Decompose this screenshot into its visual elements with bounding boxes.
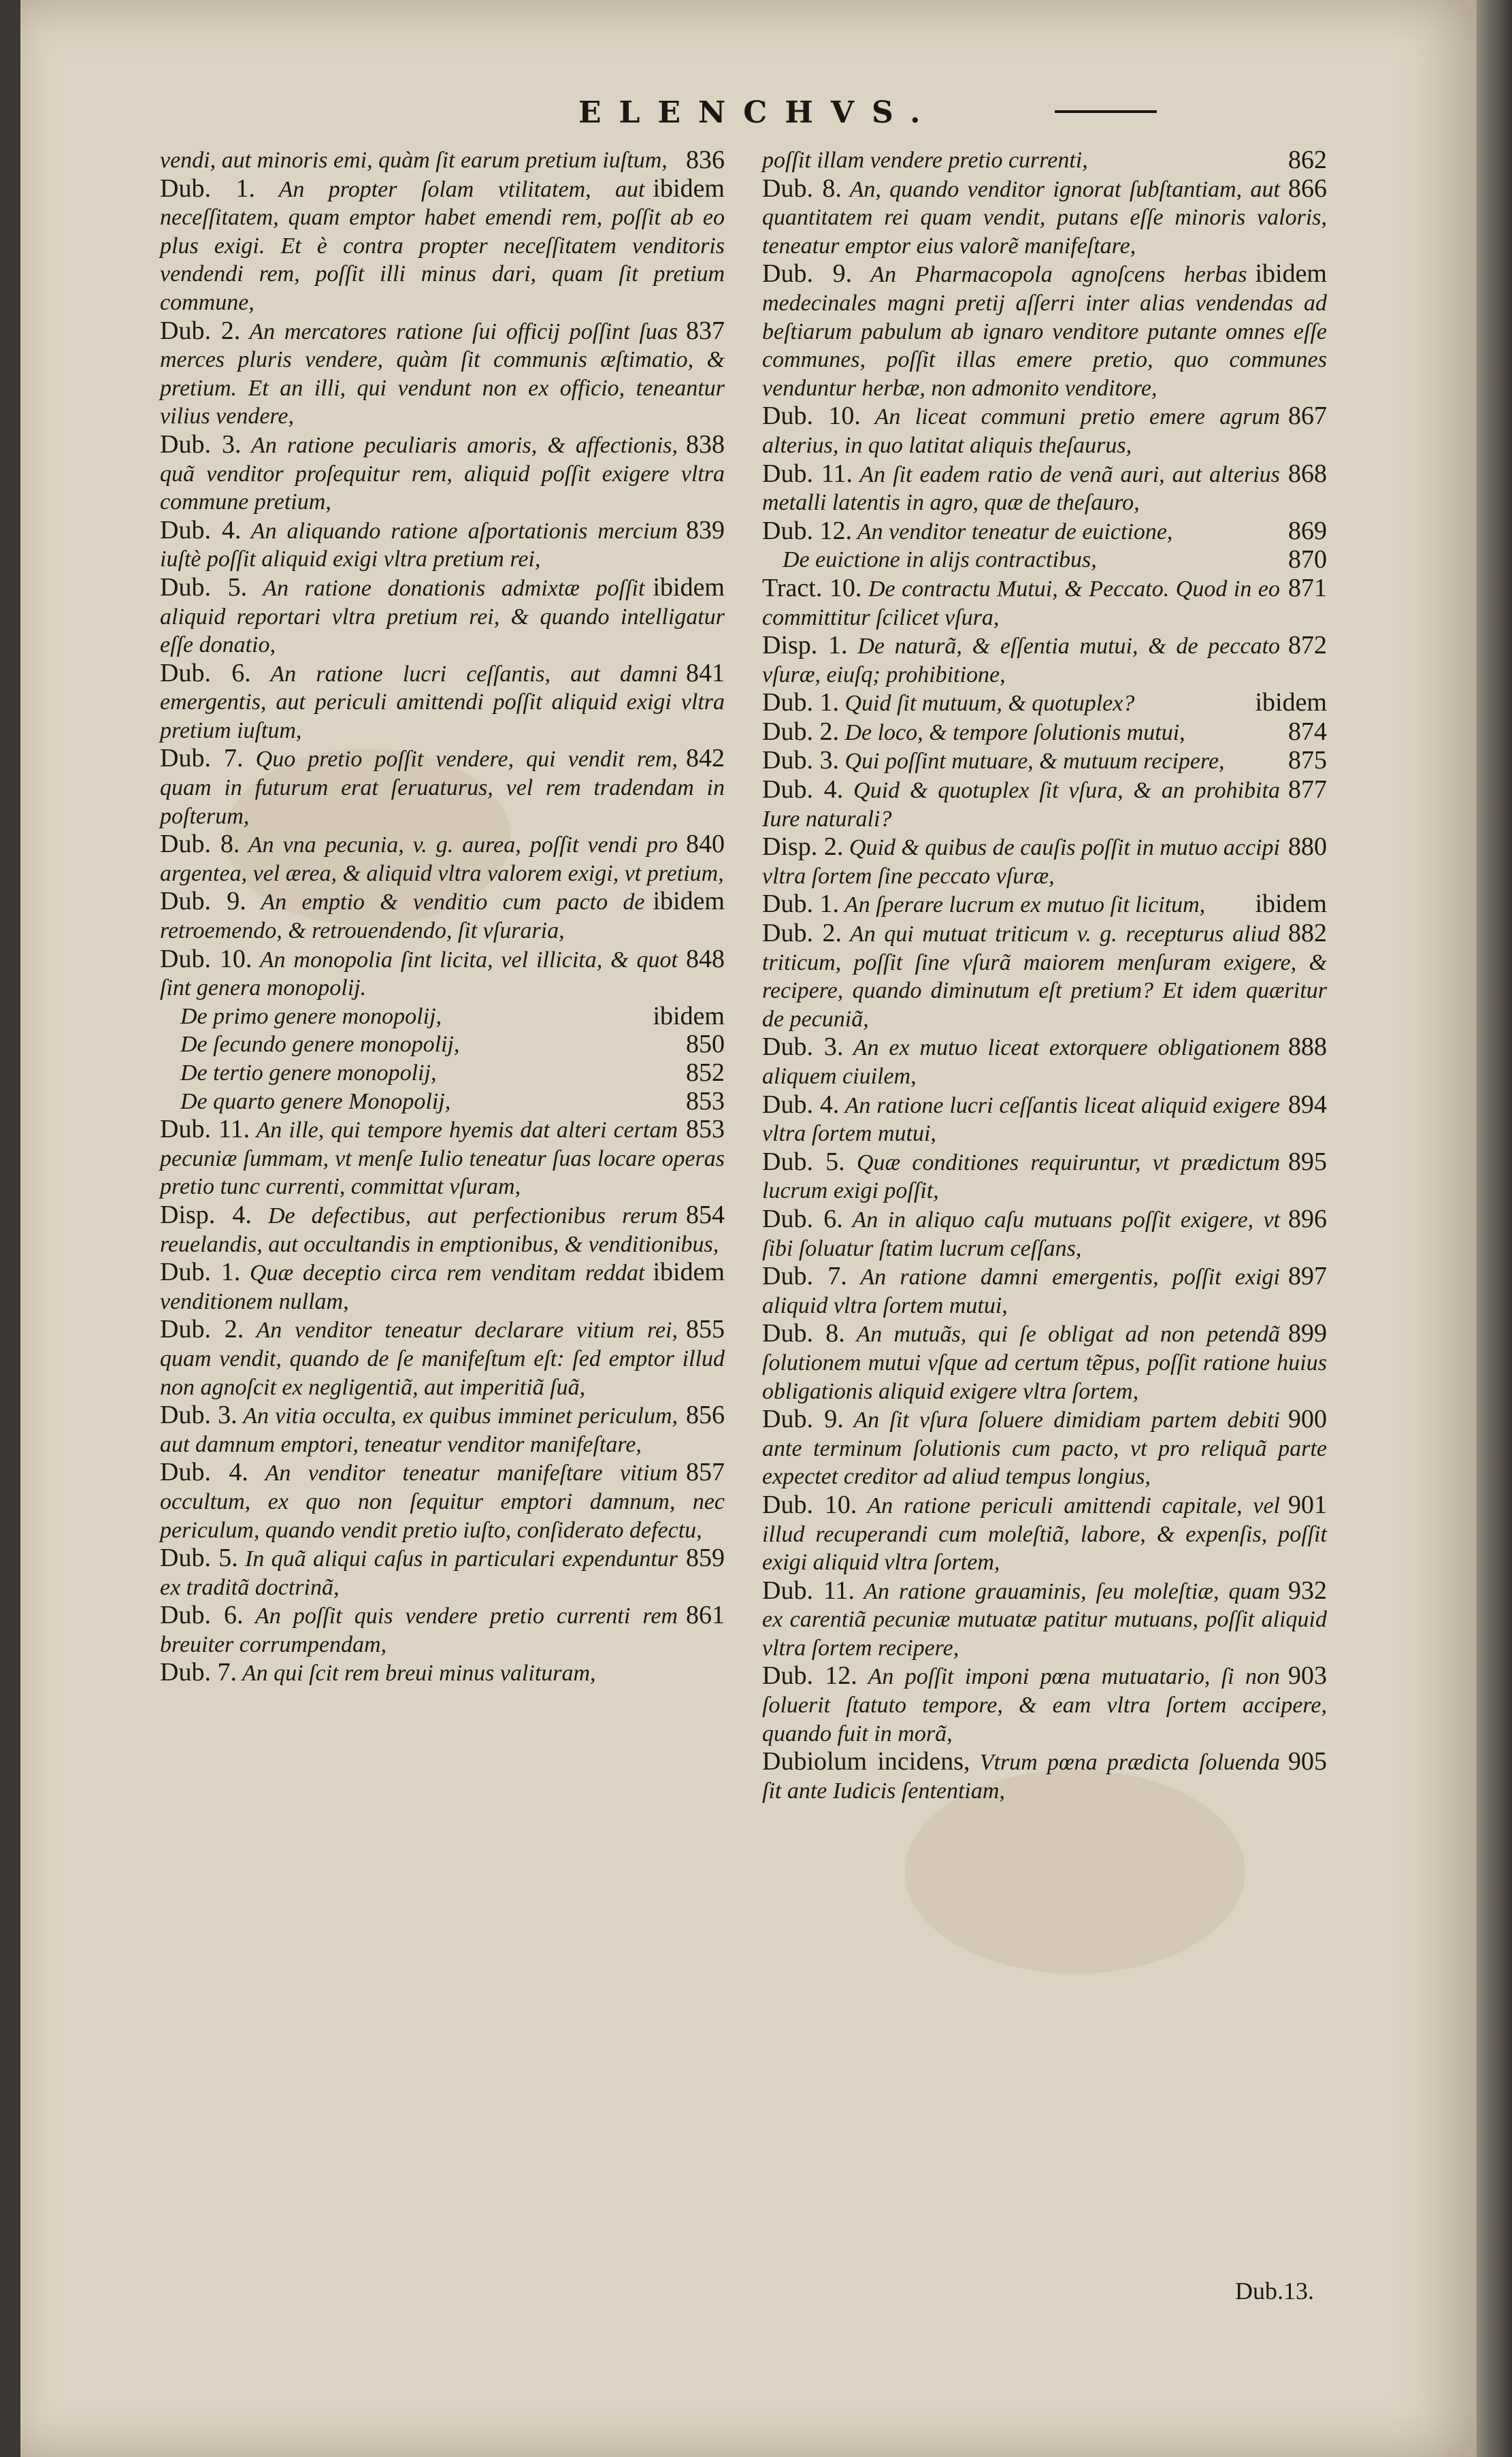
entry-heading: Dub. 1. xyxy=(160,1258,241,1287)
page-number: 872 xyxy=(1288,631,1327,660)
index-entry xyxy=(160,1544,725,1601)
entry-text: An ratione periculi amittendi capitale, vel illud recuperandi cum moleſtiã, labore, & expenſis, poſſit exigi aliquid vltra ſortem, xyxy=(762,1493,1327,1576)
entry-text: An poſſit imponi pœna mutuatario, ſi non ſoluerit ſtatuto tempore, & eam vltra ſortem accipere, quando fuit in morã, xyxy=(762,1664,1327,1746)
entry-heading: Dub. 9. xyxy=(762,1405,844,1434)
page-number: 852 xyxy=(686,1058,725,1087)
entry-text: An ratione peculiaris amoris, & affectionis, quã venditor proſequitur rem, aliquid poſſit exigere vltra commune pretium, xyxy=(160,432,725,515)
entry-heading: Disp. 1. xyxy=(762,631,848,660)
index-entry xyxy=(762,260,1327,402)
entry-heading: Dub. 10. xyxy=(160,944,252,973)
entry-text: An ſit eadem ratio de venã auri, aut alterius metalli latentis in agro, quæ de theſauro, xyxy=(762,461,1280,516)
index-entry xyxy=(160,175,725,317)
index-entry xyxy=(160,1601,725,1659)
page-number: 905 xyxy=(1288,1747,1327,1776)
entry-heading: Dub. 11. xyxy=(762,459,853,488)
page-number: 888 xyxy=(1288,1032,1327,1062)
index-entry xyxy=(160,888,725,945)
entry-heading: Dubiolum incidens, xyxy=(762,1747,970,1776)
page-number: 880 xyxy=(1288,832,1327,862)
entry-text: An emptio & venditio cum pacto de retroemendo, & retrouendendo, ſit vſuraria, xyxy=(160,890,645,944)
entry-text: An ratione donationis admixtæ poſſit aliquid reportari vltra pretium rei, & quando intelligatur eſſe donatio, xyxy=(160,575,725,658)
catchword: Dub.13. xyxy=(1235,2277,1314,2305)
entry-heading: Dub. 3. xyxy=(160,429,242,459)
entry-text: An ſit vſura ſoluere dimidiam partem debiti ante terminum ſolutionis cum pacto, vt pro reliquã parte expectet creditor ad aliud tempus longius, xyxy=(762,1408,1327,1490)
page-number: 861 xyxy=(686,1601,725,1630)
page-number: 837 xyxy=(686,316,725,345)
index-entry xyxy=(762,1748,1327,1805)
entry-text: Quid & quotuplex ſit vſura, & an prohibita Iure naturali? xyxy=(762,778,1280,832)
entry-heading: Dub. 10. xyxy=(762,1490,857,1519)
entry-text: Quid & quibus de cauſis poſſit in mutuo accipi vltra ſortem ſine peccato vſuræ, xyxy=(762,835,1280,889)
page-number: 855 xyxy=(686,1315,725,1344)
entry-heading: Dub. 3. xyxy=(762,1032,844,1062)
entry-heading: Dub. 5. xyxy=(160,572,248,602)
entry-heading: Dub. 5. xyxy=(160,1544,238,1573)
index-entry xyxy=(762,1091,1327,1148)
index-entry xyxy=(762,1662,1327,1748)
entry-heading: Dub. 7. xyxy=(160,1658,237,1687)
page-number: ibidem xyxy=(1255,259,1327,289)
entry-heading: Dub. 11. xyxy=(160,1115,250,1144)
entry-heading: Dub. 12. xyxy=(762,516,852,545)
index-entry xyxy=(762,1033,1327,1090)
entry-heading: Dub. 2. xyxy=(762,919,842,948)
entry-heading: Dub. 10. xyxy=(762,402,861,431)
entry-heading: Dub. 11. xyxy=(762,1576,855,1605)
page-number: 867 xyxy=(1288,402,1327,431)
entry-heading: Dub. 3. xyxy=(160,1401,237,1430)
page-number: 903 xyxy=(1288,1661,1327,1691)
page-number: 839 xyxy=(686,515,725,544)
index-entry xyxy=(160,317,725,431)
index-entry xyxy=(160,517,725,574)
page-number: 850 xyxy=(686,1030,725,1059)
index-entry xyxy=(762,1148,1327,1205)
entry-text: poſſit illam vendere pretio currenti, xyxy=(762,148,1088,173)
entry-text: De euictione in alijs contractibus, xyxy=(783,547,1097,573)
entry-text: De naturã, & eſſentia mutui, & de peccato vſuræ, eiuſq; prohibitione, xyxy=(762,634,1281,687)
index-entry xyxy=(160,1459,725,1544)
entry-text: An propter ſolam vtilitatem, aut neceſſitatem, quam emptor habet emendi rem, poſſit ab eo plus exigi. Et è contra propter neceſſitatem venditoris vendendi rem, poſſit illi minus dari, quam ſit pretium commune, xyxy=(160,176,725,315)
entry-heading: Disp. 2. xyxy=(762,832,844,862)
entry-heading: Dub. 2. xyxy=(762,717,839,746)
index-entry xyxy=(160,660,725,745)
entry-text: An mercatores ratione ſui officij poſſint ſuas merces pluris vendere, quàm ſit communis æſtimatio, & pretium. Et an illi, qui vendunt non ex officio, teneantur vilius vendere, xyxy=(160,319,725,429)
entry-text: De contractu Mutui, & Peccato. Quod in eo committitur ſcilicet vſura, xyxy=(762,576,1280,630)
index-entry xyxy=(762,1405,1327,1491)
entry-heading: Dub. 8. xyxy=(160,830,240,859)
entry-text: An monopolia ſint licita, vel illicita, & quot ſint genera monopolij. xyxy=(160,947,678,1001)
page-number: ibidem xyxy=(653,1258,725,1287)
entry-heading: Dub. 2. xyxy=(160,316,241,345)
page-number: 853 xyxy=(686,1115,725,1144)
page-number: 853 xyxy=(686,1086,725,1116)
page-number: 868 xyxy=(1288,459,1327,488)
index-entry xyxy=(160,1258,725,1316)
index-entry xyxy=(762,517,1327,547)
entry-text: An in aliquo caſu mutuans poſſit exigere, vt ſibi ſoluatur ſtatim lucrum ceſſans, xyxy=(762,1207,1280,1261)
index-entry xyxy=(762,718,1327,747)
page-number: 854 xyxy=(686,1200,725,1229)
entry-text: An liceat communi pretio emere agrum alterius, in quo latitat aliquis theſaurus, xyxy=(762,404,1280,458)
entry-text: An ille, qui tempore hyemis dat alteri certam pecuniæ ſummam, vt menſe Iulio teneatur ſuas locare operas pretio tunc currenti, committat vſuram, xyxy=(160,1118,725,1200)
index-entry xyxy=(762,402,1327,459)
entry-text: Quæ conditiones requiruntur, vt prædictum lucrum exigi poſſit, xyxy=(762,1150,1280,1204)
index-entry xyxy=(160,1059,725,1088)
index-entry xyxy=(160,1659,725,1688)
index-entry xyxy=(762,632,1327,689)
page-number: 856 xyxy=(686,1401,725,1430)
page-number: ibidem xyxy=(653,572,725,602)
page-number: 877 xyxy=(1288,775,1327,804)
index-entry xyxy=(762,747,1327,776)
page-number: 869 xyxy=(1288,516,1327,545)
index-entry xyxy=(762,1205,1327,1263)
index-entry xyxy=(160,431,725,517)
scan-left-margin xyxy=(0,0,20,2457)
page-number: 838 xyxy=(686,429,725,459)
index-entry xyxy=(160,1030,725,1059)
entry-heading: Dub. 8. xyxy=(762,1319,845,1348)
entry-heading: Dub. 4. xyxy=(160,1458,248,1487)
index-entry xyxy=(160,830,725,888)
index-entry xyxy=(762,689,1327,718)
header-rule xyxy=(1055,110,1157,113)
index-entry xyxy=(762,1491,1327,1577)
page-number: 836 xyxy=(686,146,725,174)
running-header xyxy=(20,95,1477,143)
page-number: 900 xyxy=(1288,1405,1327,1434)
page-number: ibidem xyxy=(653,887,725,916)
entry-text: De loco, & tempore ſolutionis mutui, xyxy=(844,719,1185,745)
index-entry xyxy=(762,574,1327,632)
entry-text: An ſperare lucrum ex mutuo ſit licitum, xyxy=(844,892,1206,918)
entry-text: An Pharmacopola agnoſcens herbas medecinales magni pretij aſſerri inter alias vendendas ad beſtiarum pabulum ab ignaro venditore putante omnes eſſe communes, poſſit illas emere pretio, quo communes venduntur herbæ, non admonito venditore, xyxy=(762,262,1327,401)
page-number: 901 xyxy=(1288,1490,1327,1519)
page-number: 840 xyxy=(686,830,725,859)
index-entry xyxy=(160,146,725,175)
entry-heading: Dub. 3. xyxy=(762,746,839,775)
index-entry xyxy=(762,890,1327,920)
entry-text: An venditor teneatur declarare vitium rei, quam vendit, quando de ſe manifeſtum eſt: ſed emptor illud non agnoſcit ex negligentiã, aut imperitiã ſuã, xyxy=(160,1318,725,1400)
page-number: 932 xyxy=(1288,1576,1327,1605)
entry-text: De quarto genere Monopolij, xyxy=(180,1088,451,1114)
page-number: ibidem xyxy=(1255,688,1327,717)
entry-text: De primo genere monopolij, xyxy=(180,1003,442,1029)
index-entry xyxy=(762,546,1327,574)
page-number: 859 xyxy=(686,1544,725,1573)
index-entry xyxy=(160,1401,725,1459)
index-entry xyxy=(160,1088,725,1116)
index-entry xyxy=(160,574,725,660)
index-entry xyxy=(160,745,725,830)
entry-heading: Dub. 4. xyxy=(762,775,844,804)
page-number: 896 xyxy=(1288,1204,1327,1233)
entry-heading: Tract. 10. xyxy=(762,573,862,602)
page-number: 897 xyxy=(1288,1262,1327,1291)
entry-heading: Disp. 4. xyxy=(160,1200,252,1229)
entry-text: De ſecundo genere monopolij, xyxy=(180,1032,460,1058)
entry-text: An, quando venditor ignorat ſubſtantiam, aut quantitatem rei quam vendit, putans eſſe minoris valoris, teneatur emptor eius valorẽ manifeſtare, xyxy=(762,176,1327,259)
entry-heading: Dub. 9. xyxy=(762,259,853,289)
page-number: 862 xyxy=(1288,146,1327,174)
index-entry xyxy=(762,1263,1327,1320)
index-entry xyxy=(762,1320,1327,1405)
index-entry xyxy=(160,1316,725,1401)
page-number: 874 xyxy=(1288,717,1327,746)
entry-heading: Dub. 4. xyxy=(160,515,242,544)
index-entry xyxy=(762,833,1327,890)
index-entry xyxy=(762,920,1327,1033)
entry-text: An ratione lucri ceſſantis liceat aliquid exigere vltra ſortem mutui, xyxy=(762,1092,1280,1147)
entry-text: Quid ſit mutuum, & quotuplex? xyxy=(844,691,1135,717)
page-number: 882 xyxy=(1288,919,1327,948)
index-entry xyxy=(160,1201,725,1258)
page-number: 875 xyxy=(1288,746,1327,775)
index-entry xyxy=(160,1003,725,1031)
index-entry xyxy=(160,1116,725,1201)
index-entry xyxy=(762,1577,1327,1663)
index-entry xyxy=(160,945,725,1003)
entry-heading: Dub. 6. xyxy=(762,1204,843,1233)
entry-heading: Dub. 12. xyxy=(762,1661,857,1691)
page-number: 871 xyxy=(1288,573,1327,602)
page-number: 857 xyxy=(686,1458,725,1487)
entry-heading: Dub. 2. xyxy=(160,1315,244,1344)
entry-text: An aliquando ratione aſportationis mercium iuſtè poſſit aliquid exigi vltra pretium rei, xyxy=(160,518,678,572)
entry-text: An vitia occulta, ex quibus imminet periculum, aut damnum emptori, teneatur venditor manifeſtare, xyxy=(160,1403,678,1457)
entry-text: De defectibus, aut perfectionibus rerum reuelandis, aut occultandis in emptionibus, & venditionibus, xyxy=(160,1203,719,1257)
entry-text: Qui poſſint mutuare, & mutuum recipere, xyxy=(844,749,1225,775)
right-column xyxy=(762,146,1327,1805)
entry-text: An ratione grauaminis, ſeu moleſtiæ, quam ex carentiã pecuniæ mutuatæ patitur mutuans, poſſit aliquid vltra ſortem recipere, xyxy=(762,1578,1327,1661)
page-number: 899 xyxy=(1288,1319,1327,1348)
entry-text: Quo pretio poſſit vendere, qui vendit rem, quam in futurum erat ſeruaturus, vel rem tradendam in poſterum, xyxy=(160,747,725,829)
page-number: 842 xyxy=(686,744,725,773)
page-number: 894 xyxy=(1288,1090,1327,1119)
entry-heading: Dub. 8. xyxy=(762,174,842,203)
index-entry xyxy=(762,175,1327,261)
index-entry xyxy=(762,460,1327,517)
entry-heading: Dub. 7. xyxy=(160,744,244,773)
index-entry xyxy=(762,146,1327,175)
entry-text: An ratione damni emergentis, poſſit exigi aliquid vltra ſortem mutui, xyxy=(762,1265,1280,1318)
page-edge xyxy=(1477,0,1512,2457)
entry-text: An poſſit quis vendere pretio currenti rem breuiter corrumpendam, xyxy=(160,1604,678,1657)
entry-heading: Dub. 9. xyxy=(160,887,246,916)
entry-text: An ex mutuo liceat extorquere obligationem aliquem ciuilem, xyxy=(762,1035,1280,1089)
page-number: ibidem xyxy=(653,174,725,203)
entry-text: An ratione lucri ceſſantis, aut damni emergentis, aut periculi amittendi poſſit aliquid exigi vltra pretium iuſtum, xyxy=(160,661,725,743)
entry-text: An vna pecunia, v. g. aurea, poſſit vendi pro argentea, vel ærea, & aliquid vltra valorem exigi, vt pretium, xyxy=(160,832,724,886)
page-number: 895 xyxy=(1288,1147,1327,1176)
entry-text: An qui ſcit rem breui minus valituram, xyxy=(242,1661,596,1687)
left-column xyxy=(160,146,725,1688)
entry-text: De tertio genere monopolij, xyxy=(180,1060,437,1086)
page-number: ibidem xyxy=(1255,890,1327,919)
entry-heading: Dub. 6. xyxy=(160,1601,244,1630)
entry-heading: Dub. 1. xyxy=(762,688,839,717)
page-title: ELENCHVS. xyxy=(578,95,938,130)
entry-text: Vtrum pœna prædicta ſoluenda ſit ante Iudicis ſententiam, xyxy=(762,1750,1280,1804)
page-number: 866 xyxy=(1288,174,1327,203)
entry-heading: Dub. 6. xyxy=(160,658,251,687)
page-number: 870 xyxy=(1288,545,1327,574)
entry-text: An venditor teneatur de euictione, xyxy=(857,519,1173,544)
entry-text: An mutuãs, qui ſe obligat ad non petendã ſolutionem mutui vſque ad certum tẽpus, poſſit ratione huius obligationis aliquid exigere vltra ſortem, xyxy=(762,1322,1327,1404)
entry-text: Quæ deceptio circa rem venditam reddat venditionem nullam, xyxy=(160,1260,645,1314)
entry-heading: Dub. 5. xyxy=(762,1147,845,1176)
entry-text: An qui mutuat triticum v. g. recepturus aliud triticum, poſſit ſine vſurã maiorem menſuram exigere, & recipere, quando diminutum eſt pretium? Et idem quæritur de pecuniã, xyxy=(762,922,1327,1032)
entry-text: An venditor teneatur manifeſtare vitium occultum, ex quo non ſequitur emptori damnum, nec periculum, quando vendit pretio iuſto, conſiderato defectu, xyxy=(160,1461,725,1543)
entry-heading: Dub. 1. xyxy=(160,174,255,203)
entry-heading: Dub. 4. xyxy=(762,1090,840,1119)
entry-heading: Dub. 1. xyxy=(762,890,839,919)
entry-text: vendi, aut minoris emi, quàm ſit earum pretium iuſtum, xyxy=(160,148,668,173)
page-number: 841 xyxy=(686,658,725,687)
page-number: 848 xyxy=(686,944,725,973)
book-page xyxy=(20,0,1477,2457)
index-entry xyxy=(762,776,1327,833)
entry-heading: Dub. 7. xyxy=(762,1262,847,1291)
entry-text: In quã aliqui caſus in particulari expenduntur ex traditã doctrinã, xyxy=(160,1546,678,1600)
page-number: ibidem xyxy=(653,1001,725,1030)
